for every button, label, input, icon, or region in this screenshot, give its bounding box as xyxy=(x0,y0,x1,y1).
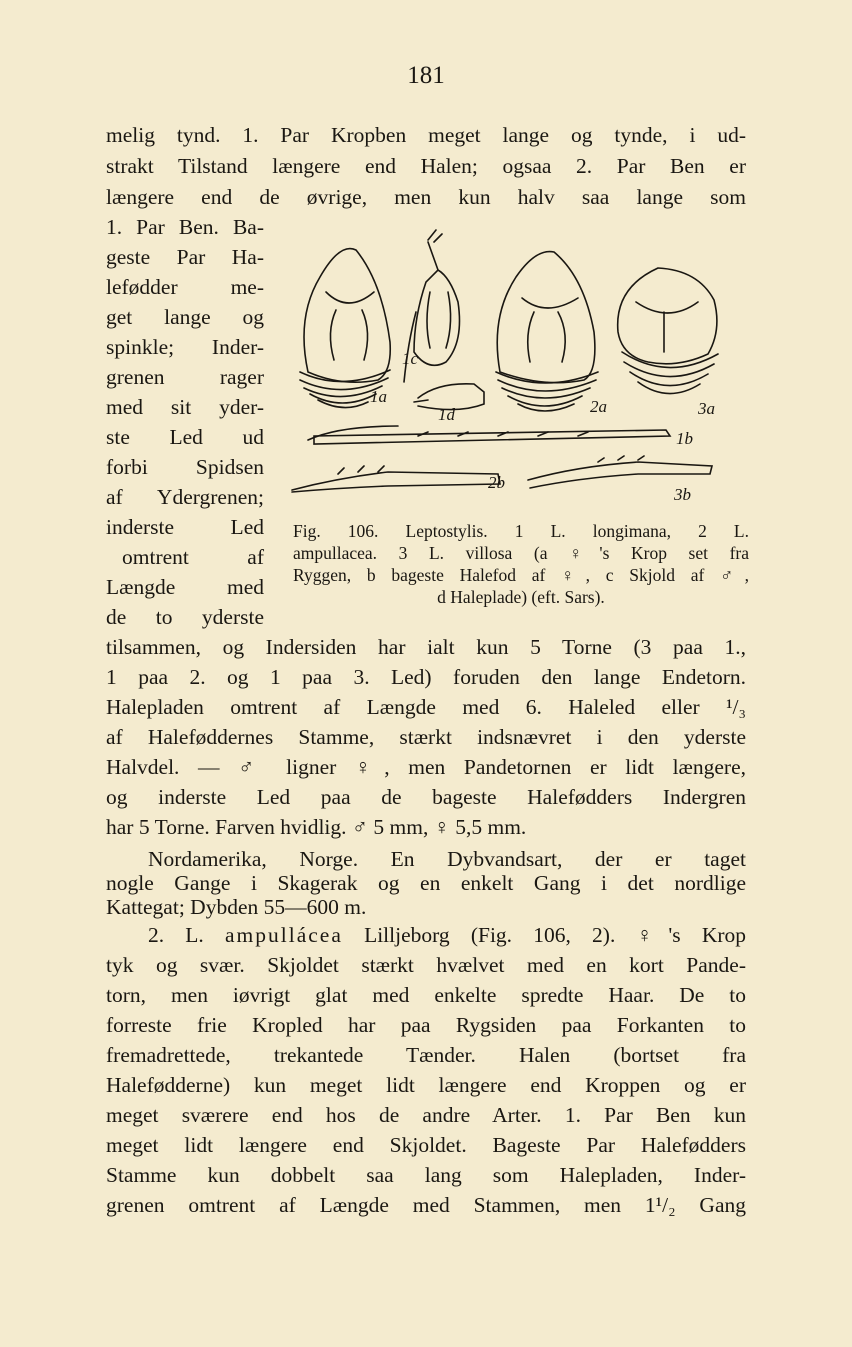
figure-label-3a: 3a xyxy=(698,399,715,418)
text-line: nogle Gange i Skagerak og en enkelt Gang i det nordlige xyxy=(106,871,746,895)
text-line: 1. Par Ben. Ba- xyxy=(106,215,264,239)
caption-line: Ryggen, b bageste Halefod af ♀, c Skjold af ♂, xyxy=(293,565,749,585)
text-line: ste Led ud xyxy=(106,425,264,449)
text-line: har 5 Torne. Farven hvidlig. ♂ 5 mm, ♀ 5,5 mm. xyxy=(106,815,527,839)
species-authority: Lilljeborg (Fig. 106, 2). ♀'s Krop xyxy=(364,923,747,947)
text-line: de to yderste xyxy=(106,605,264,629)
species-number: 2. L. xyxy=(148,923,204,947)
figure-label-1c: 1c xyxy=(402,349,419,368)
text-line: Længde med xyxy=(106,575,264,599)
appendage-1b-drawing xyxy=(308,426,670,444)
figure-caption xyxy=(293,520,749,608)
text-line: tilsammen, og Indersiden har ialt kun 5 Torne (3 paa 1., xyxy=(106,635,746,659)
text-line: Nordamerika, Norge. En Dybvandsart, der er taget xyxy=(148,847,746,871)
text-line: Halvdel. — ♂ ligner ♀, men Pandetornen er lidt længere, xyxy=(106,755,746,779)
text-line: 1 paa 2. og 1 paa 3. Led) foruden den lange Endetorn. xyxy=(106,665,746,689)
figure-label-3b: 3b xyxy=(674,485,691,504)
text-line: Stamme kun dobbelt saa lang som Halepladen, Inder- xyxy=(106,1163,746,1187)
text-line: af Ydergrenen; xyxy=(106,485,264,509)
carapace-3a-drawing xyxy=(618,268,718,394)
text-line: og inderste Led paa de bageste Halefødders Indergren xyxy=(106,785,746,809)
text-line: strakt Tilstand længere end Halen; ogsaa 2. Par Ben er xyxy=(106,154,746,178)
species-heading-line xyxy=(148,922,746,948)
figure-label-1a: 1a xyxy=(370,387,387,406)
text-line: af Haleføddernes Stamme, stærkt indsnævret i den yderste xyxy=(106,725,746,749)
text-line: Kattegat; Dybden 55—600 m. xyxy=(106,895,367,919)
text-line: meget lidt længere end Skjoldet. Bageste Par Halefødders xyxy=(106,1133,746,1157)
text-line: forreste frie Kropled har paa Rygsiden paa Forkanten to xyxy=(106,1013,746,1037)
species-name: ampullácea xyxy=(225,923,343,947)
text-line: geste Par Ha- xyxy=(106,245,264,269)
figure-label-2a: 2a xyxy=(590,397,607,416)
figure-label-1b: 1b xyxy=(676,429,693,448)
text-line: get lange og xyxy=(106,305,264,329)
text-line: spinkle; Inder- xyxy=(106,335,264,359)
carapace-2a-drawing xyxy=(496,252,598,411)
text-line: grenen rager xyxy=(106,365,264,389)
text-line: Halefødderne) kun meget lidt længere end Kroppen og er xyxy=(106,1073,746,1097)
figure-106 xyxy=(278,222,748,522)
text-line: forbi Spidsen xyxy=(106,455,264,479)
text-line: omtrent af xyxy=(122,545,264,569)
page-number: 181 xyxy=(407,62,445,89)
caption-line: d Haleplade) (eft. Sars). xyxy=(437,587,605,607)
text-line: fremadrettede, trekantede Tænder. Halen (bortset fra xyxy=(106,1043,746,1067)
text-line: længere end de øvrige, men kun halv saa lange som xyxy=(106,185,746,209)
caption-line: ampullacea. 3 L. villosa (a ♀'s Krop set fra xyxy=(293,543,749,563)
text-line: grenen omtrent af Længde med Stammen, men 1¹/₂ Gang xyxy=(106,1193,746,1217)
text-line: meget sværere end hos de andre Arter. 1. Par Ben kun xyxy=(106,1103,746,1127)
figure-label-1d: 1d xyxy=(438,405,455,424)
text-line: med sit yder- xyxy=(106,395,264,419)
figure-label-2b: 2b xyxy=(488,473,505,492)
text-line: lefødder me- xyxy=(106,275,264,299)
caption-line: Fig. 106. Leptostylis. 1 L. longimana, 2 L. xyxy=(293,521,749,541)
leptostylis-illustration xyxy=(278,222,748,522)
text-line: melig tynd. 1. Par Kropben meget lange og tynde, i ud- xyxy=(106,123,746,147)
text-line: Halepladen omtrent af Længde med 6. Haleled eller ¹/₃ xyxy=(106,695,746,719)
text-line: inderste Led xyxy=(106,515,264,539)
text-line: tyk og svær. Skjoldet stærkt hvælvet med en kort Pande- xyxy=(106,953,746,977)
text-line: torn, men iøvrigt glat med enkelte spredte Haar. De to xyxy=(106,983,746,1007)
carapace-1a-drawing xyxy=(300,249,390,408)
